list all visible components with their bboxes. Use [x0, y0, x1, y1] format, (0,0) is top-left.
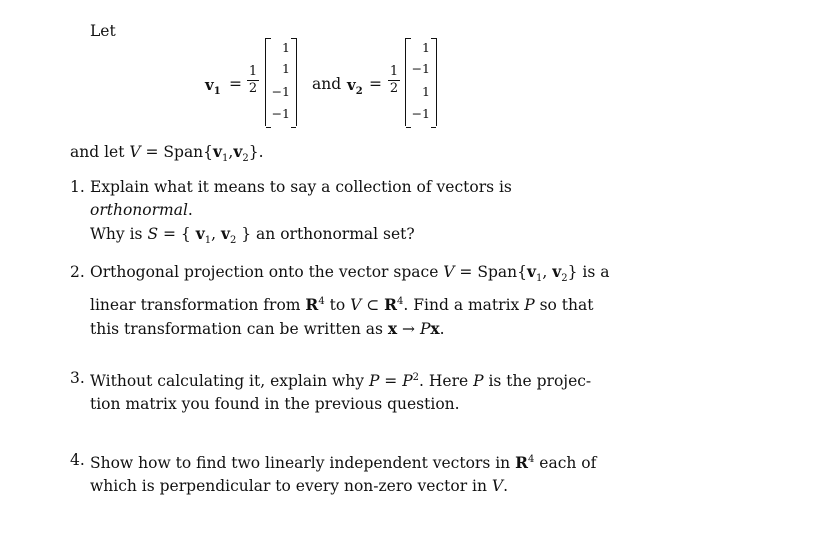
question-3-text: Without calculating it, explain why $P = P^2$. Here P is the projec- tion matrix you found in the previous question. [90, 372, 592, 414]
v1-entry: 1 [282, 61, 290, 76]
v2-entry: 1 [422, 84, 430, 99]
v2-half-fraction: 1 2 [389, 64, 399, 96]
v2-label: $v_2$ [347, 76, 363, 97]
question-1-number: 1. [70, 178, 85, 196]
v2-entry: 1 [422, 40, 430, 55]
span-definition: and let $V = Span\{v_1,v_2\}$. [70, 142, 264, 165]
v1-entry: −1 [271, 84, 290, 99]
question-1-text: Explain what it means to say a collection of vectors is orthonormal. Why is S = { $v_1$, $v_2$ } an orthonormal set? [90, 178, 512, 247]
v1-column-matrix [265, 38, 297, 126]
v1-entry: 1 [282, 40, 290, 55]
and-word: and [312, 75, 342, 93]
question-4-text: Show how to find two linearly independent vectors in $R^4$ each of which is perpendicular to every non-zero vector in V. [90, 453, 597, 496]
let-word: Let [90, 22, 116, 40]
v1-entry: −1 [271, 106, 290, 121]
vector-definitions [205, 38, 465, 128]
question-3-number: 3. [70, 369, 85, 387]
v2-equals: = [369, 75, 382, 93]
v1-half-fraction: 1 2 [248, 64, 258, 96]
v2-entry: −1 [411, 106, 430, 121]
v1-label: $v_1$ [205, 76, 221, 97]
v1-equals: = [229, 75, 242, 93]
question-2-number: 2. [70, 263, 85, 281]
question-4-number: 4. [70, 451, 85, 469]
question-2-text: Orthogonal projection onto the vector space $V = Span\{v_1$, $v_2$} is a linear transformation from $R^4$ to V ⊂ $R^4$. Find a matrix P so that this transformation can be written as x → Px. [90, 262, 610, 339]
v2-entry: −1 [411, 61, 430, 76]
v2-column-matrix [405, 38, 437, 126]
